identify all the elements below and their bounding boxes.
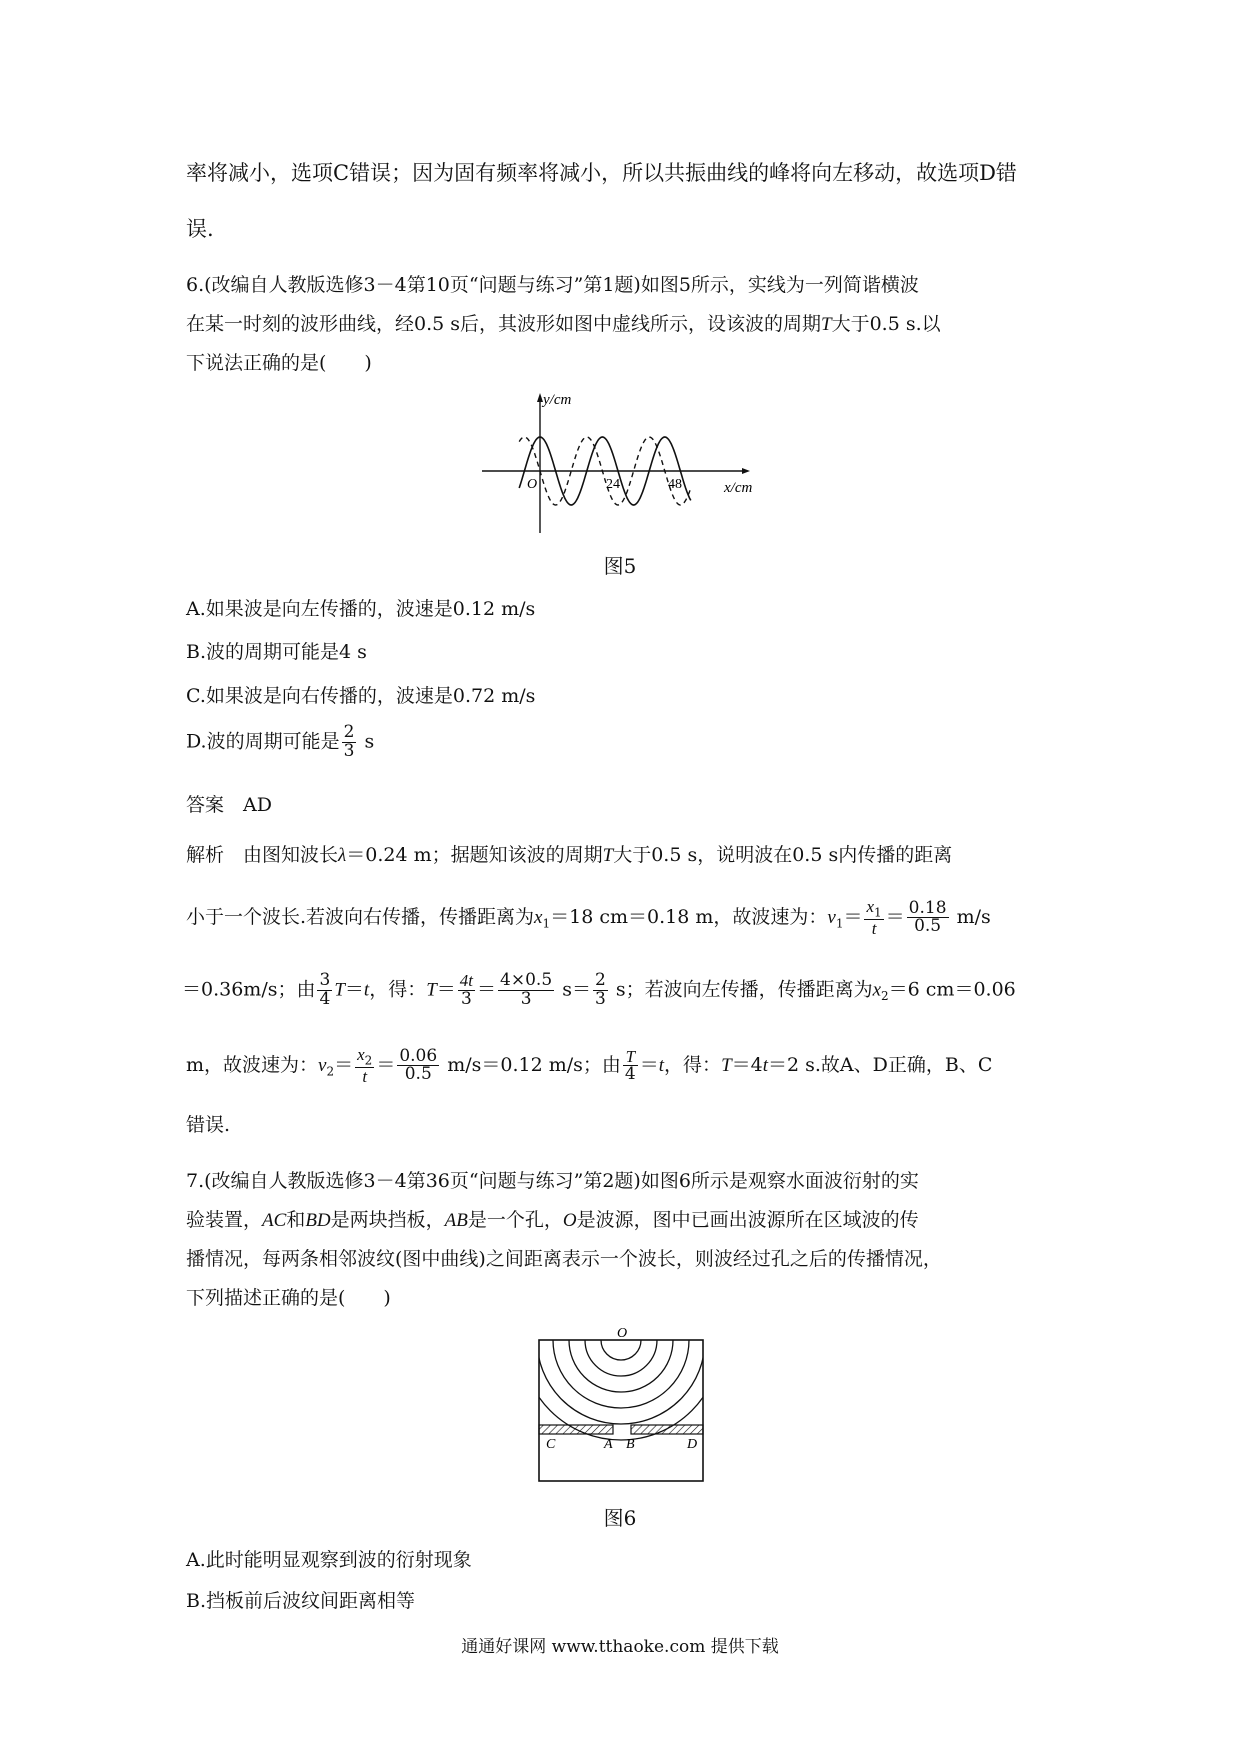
text-line: 率将减小，选项C错误；因为固有频率将减小，所以共振曲线的峰将向左移动，故选项D错 — [186, 161, 1017, 185]
solution-line3: ＝0.36m/s；由 $\frac{3}{4}$ T＝t，得：T＝ $\frac{4t}{3}$ ＝ $\frac{4\times 0.5}{3}$ s＝ $\frac{2}{3}$ s；若波向左传播，传播距离为$x_2=6$ cm＝0.06 — [182, 970, 1016, 1009]
solution-line4: m，故波速为：$v_2=$ $\frac{x_2}{t}$ ＝ $\frac{0.06}{0.5}$ m/s＝0.12 m/s；由 $\frac{T}{4}$ ＝t，得：T＝4t＝2 s.故A、D正确，B、C — [186, 1045, 993, 1086]
option-a: A.此时能明显观察到波的衍射现象 — [186, 1549, 472, 1571]
option-b: B.挡板前后波纹间距离相等 — [186, 1590, 416, 1612]
question-7-line3: 播情况，每两条相邻波纹(图中曲线)之间距离表示一个波长，则波经过孔之后的传播情况， — [186, 1248, 942, 1270]
question-7-line4: 下列描述正确的是( ) — [186, 1287, 391, 1309]
label-d: D — [687, 1437, 698, 1452]
label-b: B — [626, 1437, 635, 1452]
tank-outline — [539, 1340, 703, 1481]
text-line: 误. — [186, 217, 214, 241]
x-axis-arrow-icon — [742, 468, 750, 474]
barrier-ac — [539, 1425, 613, 1434]
question-6-line1: 6.(改编自人教版选修3－4第10页“问题与练习”第1题)如图5所示，实线为一列简谐横波 — [186, 274, 919, 296]
figure-5-caption: 图5 — [603, 554, 637, 578]
option-d: D.波的周期可能是 $\frac{2}{3}$ s — [186, 722, 375, 761]
diffraction-figure — [536, 1326, 716, 1486]
figure-6-caption: 图6 — [603, 1506, 637, 1530]
solution-line5: 错误. — [186, 1114, 231, 1136]
wavefronts — [536, 1326, 716, 1440]
y-axis-label: y/cm — [543, 392, 572, 408]
wave-figure — [480, 388, 770, 538]
origin-label: O — [527, 477, 538, 492]
label-o: O — [617, 1326, 628, 1341]
answer: 答案 AD — [186, 794, 272, 816]
tick-label-24: 24 — [606, 477, 620, 492]
label-c: C — [546, 1437, 556, 1452]
question-7-line2: 验装置，AC和BD是两块挡板，AB是一个孔，O是波源，图中已画出波源所在区域波的传 — [186, 1209, 919, 1231]
tick-label-48: 48 — [668, 477, 682, 492]
solution-line2: 小于一个波长.若波向右传播，传播距离为$x_1=18$ cm＝0.18 m，故波速为：$v_1=$ $\frac{x_1}{t}$ ＝ $\frac{0.18}{0.5}$ m/s — [186, 897, 991, 938]
option-a: A.如果波是向左传播的，波速是0.12 m/s — [186, 598, 536, 620]
barrier-bd — [631, 1425, 703, 1434]
option-b: B.波的周期可能是4 s — [186, 641, 367, 663]
x-axis-label: x/cm — [724, 480, 753, 496]
option-c: C.如果波是向右传播的，波速是0.72 m/s — [186, 685, 536, 707]
question-6-line3: 下说法正确的是( ) — [186, 352, 372, 374]
question-7-line1: 7.(改编自人教版选修3－4第36页“问题与练习”第2题)如图6所示是观察水面波衍射的实 — [186, 1170, 919, 1192]
label-a: A — [604, 1437, 613, 1452]
solution-line1: 解析 由图知波长λ＝0.24 m；据题知该波的周期T大于0.5 s，说明波在0.5 s内传播的距离 — [186, 844, 953, 866]
footer: 通通好课网 www.tthaoke.com 提供下载 — [461, 1637, 779, 1657]
question-6-line2: 在某一时刻的波形曲线，经0.5 s后，其波形如图中虚线所示，设该波的周期T大于0.5 s.以 — [186, 313, 941, 335]
